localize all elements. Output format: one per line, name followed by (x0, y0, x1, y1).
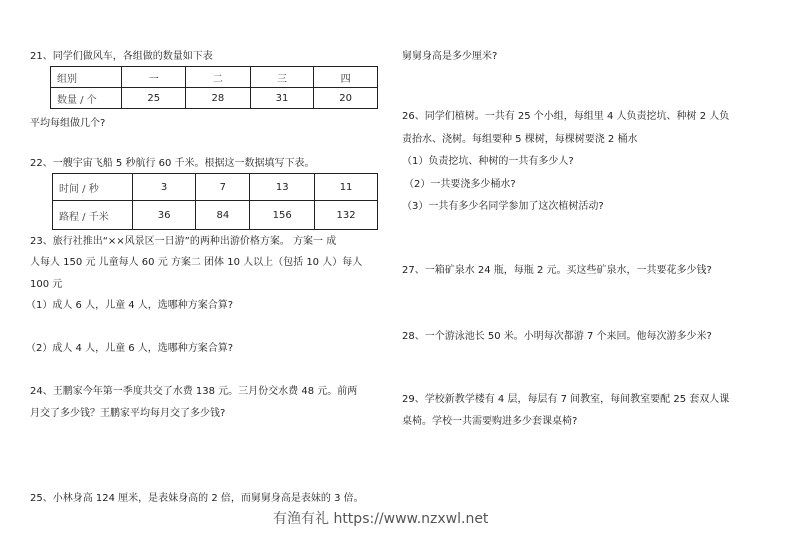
q21-table (50, 66, 378, 109)
watermark: 有渔有礼 https://www.nzxwl.net (273, 511, 489, 527)
table-row (51, 67, 378, 88)
q25-continuation: 舅舅身高是多少厘米? (402, 51, 498, 62)
table-cell: 36 (132, 201, 196, 230)
q23-sub1: （1）成人 6 人，儿童 4 人，选哪种方案合算? (26, 300, 234, 311)
table-row (53, 174, 378, 201)
table-header-cell: 3 (132, 174, 196, 201)
q23-line3: 100 元 (30, 279, 63, 290)
q21-question: 平均每组做几个? (30, 118, 106, 129)
q26-line1: 26、同学们植树。一共有 25 个小组，每组里 4 人负责挖坑、种树 2 人负 (402, 111, 730, 122)
table-cell: 132 (315, 201, 378, 230)
table-cell: 路程 / 千米 (53, 201, 133, 230)
q26-sub1: （1）负责挖坑、种树的一共有多少人? (402, 156, 574, 167)
q23-line1: 23、旅行社推出“××风景区一日游”的两种出游价格方案。 方案一 成 (30, 236, 337, 247)
q24-line2: 月交了多少钱？王鹏家平均每月交了多少钱? (30, 408, 226, 419)
table-cell: 20 (314, 88, 378, 109)
table-header-cell: 四 (314, 67, 378, 88)
q21-title: 21、同学们做风车，各组做的数量如下表 (30, 51, 213, 62)
q22-title: 22、一艘宇宙飞船 5 秒航行 60 千米。根据这一数据填写下表。 (30, 158, 315, 169)
table-row (51, 88, 378, 109)
table-header-cell: 一 (122, 67, 186, 88)
table-cell: 25 (122, 88, 186, 109)
q27: 27、一箱矿泉水 24 瓶，每瓶 2 元。买这些矿泉水，一共要花多少钱? (402, 265, 712, 276)
table-cell: 数量 / 个 (51, 88, 122, 109)
q23-line2: 人每人 150 元 儿童每人 60 元 方案二 团体 10 人以上（包括 10 人）每人 (30, 257, 363, 268)
table-header-cell: 13 (250, 174, 315, 201)
q28: 28、一个游泳池长 50 米。小明每次都游 7 个来回。他每次游多少米? (402, 331, 712, 342)
q29-line2: 桌椅。学校一共需要购进多少套课桌椅? (402, 416, 578, 427)
table-header-cell: 组别 (51, 67, 122, 88)
table-cell: 31 (250, 88, 314, 109)
table-header-cell: 二 (186, 67, 251, 88)
table-header-cell: 时间 / 秒 (53, 174, 133, 201)
q29-line1: 29、学校新教学楼有 4 层，每层有 7 间教室，每间教室要配 25 套双人课 (402, 394, 730, 405)
q26-sub3: （3）一共有多少名同学参加了这次植树活动? (402, 201, 604, 212)
table-header-cell: 三 (250, 67, 314, 88)
table-header-cell: 11 (315, 174, 378, 201)
q26-sub2: （2）一共要浇多少桶水? (404, 179, 516, 190)
table-row (53, 201, 378, 230)
q26-line2: 责抬水、浇树。每组要种 5 棵树，每棵树要浇 2 桶水 (402, 134, 638, 145)
q23-sub2: （2）成人 4 人，儿童 6 人，选哪种方案合算? (26, 343, 234, 354)
q25-line1: 25、小林身高 124 厘米，是表妹身高的 2 倍，而舅舅身高是表妹的 3 倍。 (30, 493, 364, 504)
table-header-cell: 7 (196, 174, 250, 201)
table-cell: 84 (196, 201, 250, 230)
table-cell: 28 (186, 88, 251, 109)
table-cell: 156 (250, 201, 315, 230)
q22-table (52, 173, 378, 230)
q24-line1: 24、王鹏家今年第一季度共交了水费 138 元。三月份交水费 48 元。前两 (30, 386, 358, 397)
